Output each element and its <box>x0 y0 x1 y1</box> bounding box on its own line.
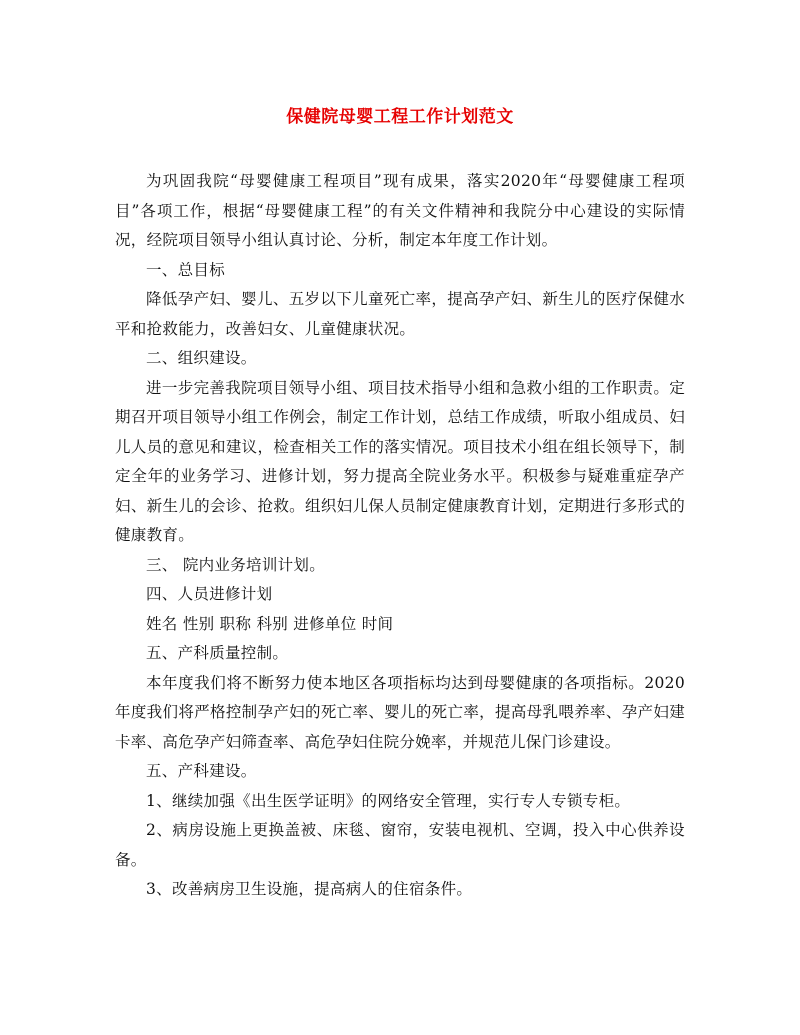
heading-organization: 二、组织建设。 <box>146 349 257 367</box>
paragraph-organization: 进一步完善我院项目领导小组、项目技术指导小组和急救小组的工作职责。定期召开项目领导小组工作例会，制定工作计划，总结工作成绩，听取小组成员、妇儿人员的意见和建议，检查相关工作的落实情况。项目技术小组在组长领导下，制定全年的业务学习、进修计划，努力提高全院业务水平。积极参与疑难重症孕产妇、新生儿的会诊、抢救。组织妇儿保人员制定健康教育计划，定期进行多形式的健康教育。 <box>115 378 685 544</box>
heading-overall-goal: 一、总目标 <box>146 260 226 279</box>
document-body <box>115 167 685 905</box>
list-item-3: 3、改善病房卫生设施，提高病人的住宿条件。 <box>146 880 473 898</box>
list-item-1: 1、继续加强《出生医学证明》的网络安全管理，实行专人专锁专柜。 <box>146 791 631 810</box>
document-title: 保健院母婴工程工作计划范文 <box>286 107 514 127</box>
heading-quality-control: 五、产科质量控制。 <box>146 644 289 662</box>
paragraph-intro: 为巩固我院“母婴健康工程项目”现有成果，落实2020年“母婴健康工程项目”各项工作，根据“母婴健康工程”的有关文件精神和我院分中心建设的实际情况，经院项目领导小组认真讨论、分析，制定本年度工作计划。 <box>115 172 685 249</box>
heading-obstetrics-construction: 五、产科建设。 <box>146 762 257 780</box>
heading-staff-study-plan: 四、人员进修计划 <box>146 585 273 603</box>
list-item-2: 2、病房设施上更换盖被、床毯、窗帘，安装电视机、空调，投入中心供养设备。 <box>115 821 685 869</box>
paragraph-goal: 降低孕产妇、婴儿、五岁以下儿童死亡率，提高孕产妇、新生儿的医疗保健水平和抢救能力，改善妇女、儿童健康状况。 <box>115 290 685 338</box>
study-plan-fields: 姓名 性别 职称 科别 进修单位 时间 <box>146 614 394 633</box>
paragraph-quality-control: 本年度我们将不断努力使本地区各项指标均达到母婴健康的各项指标。2020年度我们将严格控制孕产妇的死亡率、婴儿的死亡率，提高母乳喂养率、孕产妇建卡率、高危孕产妇筛查率、高危孕妇住院分娩率，并规范儿保门诊建设。 <box>115 673 685 751</box>
heading-training-plan: 三、 院内业务培训计划。 <box>146 555 326 574</box>
